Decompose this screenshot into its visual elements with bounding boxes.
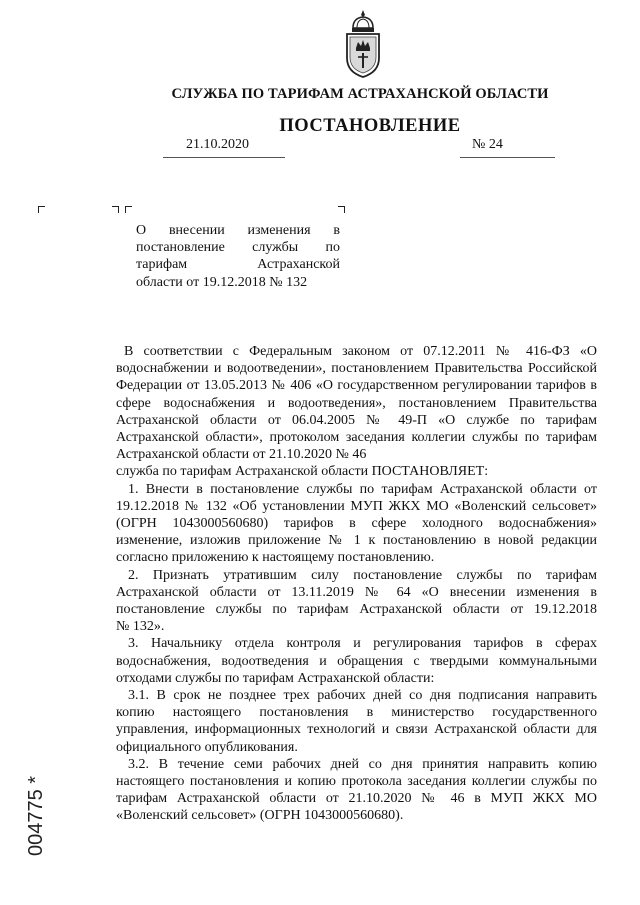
item-1 xyxy=(116,481,597,567)
item-3-2-line: настоящего постановления и копию протокола заседания коллегии службы по xyxy=(116,774,597,790)
item-1-line: 1. Внести в постановление службы по тарифам Астраханской области от xyxy=(128,481,597,497)
address-bracket-left-open xyxy=(38,206,45,213)
subject-line: О внесении изменения в xyxy=(136,223,340,238)
document-number: № 24 xyxy=(472,137,503,152)
document-date: 21.10.2020 xyxy=(186,137,249,152)
item-3-line: отходами службы по тарифам Астраханской области: xyxy=(116,670,435,686)
preamble-paragraph xyxy=(116,343,597,463)
registration-number-stamp xyxy=(14,748,54,858)
item-3 xyxy=(116,635,597,687)
address-bracket-left-close xyxy=(112,206,119,213)
item-3-2-line: 3.2. В течение семи рабочих дней со дня принятия направить копию xyxy=(128,756,597,772)
item-3-line: 3. Начальнику отдела контроля и регулирования тарифов в сферах xyxy=(128,636,597,652)
registration-number: 004775 * xyxy=(25,775,47,856)
item-3-1-line: управления, информационных технологий и связи Астраханской области для xyxy=(116,722,597,738)
resolves-statement: служба по тарифам Астраханской области ПОСТАНОВЛЯЕТ: xyxy=(116,464,489,480)
item-1-line: 19.12.2018 № 132 «Об установлении МУП ЖКХ МО «Воленский сельсовет» xyxy=(116,498,597,514)
item-3-1-line: копию настоящего постановления в министерство государственного xyxy=(116,705,597,721)
document-type-title: ПОСТАНОВЛЕНИЕ xyxy=(279,116,461,136)
preamble-line: Федерации от 13.05.2013 № 406 «О государственном регулировании тарифов в xyxy=(116,378,597,394)
agency-name: СЛУЖБА ПО ТАРИФАМ АСТРАХАНСКОЙ ОБЛАСТИ xyxy=(171,86,549,102)
item-3-line: водоснабжения, водоотведения и обращения с твердыми коммунальными xyxy=(116,653,597,669)
item-1-line: согласно приложению к настоящему постановлению. xyxy=(116,550,435,566)
item-2 xyxy=(116,567,597,636)
item-2-line: постановление службы по тарифам Астраханской области от 19.12.2018 xyxy=(116,602,597,618)
preamble-line: водоснабжении и водоотведении», постановлением Правительства Российской xyxy=(116,361,597,377)
preamble-line: сфере водоснабжения и водоотведения», постановлением Правительства xyxy=(116,395,597,411)
preamble-line: Астраханской области от 21.10.2020 № 46 xyxy=(116,447,367,463)
item-3-2-line: тарифам Астраханской области от 21.10.2020 № 46 в МУП ЖКХ МО xyxy=(116,791,597,807)
subject-line: тарифам Астраханской xyxy=(136,257,340,273)
date-underline xyxy=(163,157,285,158)
item-2-line: 2. Признать утратившим силу постановление службы по тарифам xyxy=(128,567,597,583)
item-3-2-line: «Воленский сельсовет» (ОГРН 1043000560680). xyxy=(116,808,404,824)
document-body xyxy=(116,343,597,825)
preamble-line: Астраханской области от 06.04.2005 № 49-П «О службе по тарифам xyxy=(116,412,597,428)
item-3-2 xyxy=(116,756,597,825)
preamble-line: Астраханской области», протоколом заседания коллегии службы по тарифам xyxy=(116,430,597,446)
item-2-line: Астраханской области от 13.11.2019 № 64 «О внесении изменения в xyxy=(116,584,597,600)
document-subject xyxy=(136,222,340,291)
item-3-1-line: официального опубликования. xyxy=(116,739,298,755)
coat-of-arms-emblem xyxy=(339,8,387,80)
item-2-line: № 132». xyxy=(116,619,165,635)
item-3-1 xyxy=(116,687,597,756)
subject-bracket-left xyxy=(125,206,132,213)
subject-line: постановление службы по xyxy=(136,240,340,256)
item-1-line: изменение, изложив приложение № 1 к постановлению в новой редакции xyxy=(116,533,597,549)
item-3-1-line: 3.1. В срок не позднее трех рабочих дней со дня подписания направить xyxy=(128,688,597,704)
preamble-line: В соответствии с Федеральным законом от 07.12.2011 № 416-ФЗ «О xyxy=(124,344,597,359)
number-underline xyxy=(460,157,555,158)
subject-line: области от 19.12.2018 № 132 xyxy=(136,274,308,290)
subject-bracket-right xyxy=(338,206,345,213)
item-1-line: (ОГРН 1043000560680) тарифов в сфере холодного водоснабжения» xyxy=(116,516,597,532)
